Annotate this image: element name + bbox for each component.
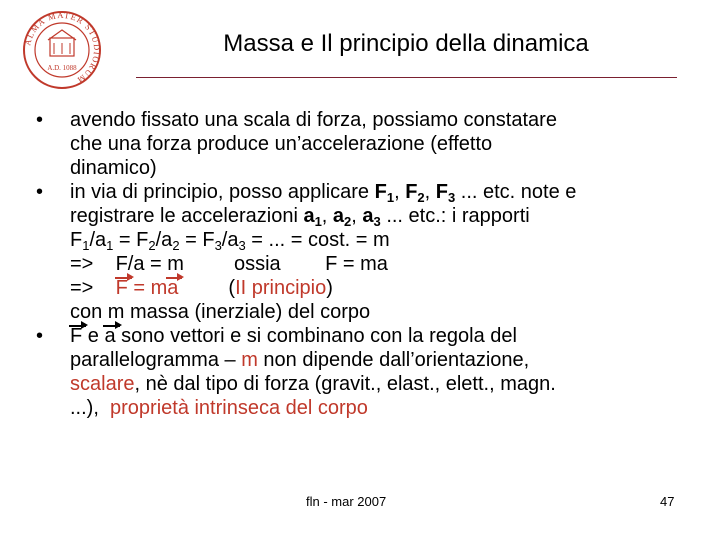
svg-text:A.D. 1088: A.D. 1088 (47, 64, 77, 72)
bullet-dot: • (36, 181, 44, 203)
vector-arrow-icon: a (167, 277, 179, 299)
slide-body (36, 108, 696, 420)
footer-course-date: fln - mar 2007 (306, 494, 387, 509)
title-divider (136, 77, 677, 78)
bullet-dot: • (36, 325, 44, 347)
bullet-3: • F e a sono vettori e si combinano con la regola del parallelogramma – m non dipende dall’orientazione, scalare, nè dal tipo di forza (gravit., elast., elett., magn. ...), proprietà intrinseca del corpo (36, 325, 556, 419)
vector-arrow-icon: a (104, 325, 116, 347)
page-number: 47 (660, 494, 675, 509)
vector-arrow-icon: F (70, 325, 83, 347)
ratio-equation: $F_1/a_1 = F_2/a_2 = F_3/a_3$ = ... = cost. = m (70, 229, 390, 253)
bullet-2: • in via di principio, posso applicare $F_1$, $F_2$, $F_3$ ... etc. note e registrare le accelerazioni $a_1$, $a_2$, $a_3$ ... etc.: i rapporti $F_1/a_1 = F_2/a_2 = F_3/a_3$ = ... = cost. = m => F/a = m ossia F = ma => F = ma (II principio) con m massa (inerziale) del corpo (36, 180, 696, 324)
second-law-equation: => F = ma (II principio) (70, 277, 333, 299)
bullet-dot: • (36, 109, 44, 131)
bullet-1: • avendo fissato una scala di forza, possiamo constatare che una forza produce un’accelerazione (effetto dinamico) (36, 109, 557, 179)
svg-text:ALMA MATER STUDIORUM: ALMA MATER STUDIORUM (22, 10, 102, 86)
vector-arrow-icon: F (115, 277, 128, 299)
slide-title: Massa e Il principio della dinamica (223, 30, 589, 57)
